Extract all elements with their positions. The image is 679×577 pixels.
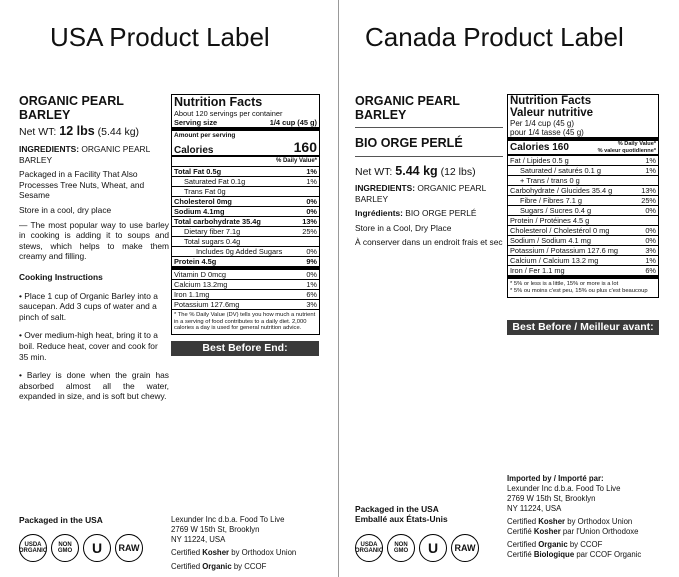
nutrition-title: Nutrition Facts — [510, 95, 592, 107]
vitamin-row: Iron 1.1mg 6% — [174, 290, 317, 299]
cooking-step: • Barley is done when the grain has absorbed almost all the water, expanded in size, and is soft but chewy. — [19, 370, 169, 402]
product-name-fr: BIO ORGE PERLÉ — [355, 136, 463, 150]
company-info: Imported by / Importé par: Lexunder Inc d.b.a. Food To Live 2769 W 15th St, Brooklyn NY 11224, USA Certified Kosher by Orthodox Union Certifié Kosher par l'Union Orthodoxe Certified Organic by CCOF Certifié Biologique par CCOF Organic — [507, 474, 642, 559]
company-info: Lexunder Inc d.b.a. Food To Live 2769 W 15th St, Brooklyn NY 11224, USA Certified Kosher by Orthodox Union Certified Organic by CCOF — [171, 515, 297, 571]
vitamin-rows — [172, 267, 319, 310]
vitamin-row: Vitamin D 0mcg 0% — [174, 270, 317, 279]
usda-organic-logo: USDA ORGANIC — [355, 534, 383, 562]
cooking-step: • Over medium-high heat, bring it to a boil. Reduce heat, cover and cook for 35 min. — [19, 330, 158, 362]
nutrient-row: Carbohydrate / Glucides 35.4 g 13% — [510, 186, 656, 195]
nutrient-row: Saturated Fat 0.1g 1% — [172, 177, 319, 187]
per-serving: Per 1/4 cup (45 g) — [510, 119, 575, 128]
amount-per-serving: Amount per serving — [174, 132, 236, 139]
nutrient-row: Potassium / Potassium 127.6 mg 3% — [510, 246, 656, 255]
product-name: ORGANIC PEARL BARLEY — [19, 94, 124, 122]
packaged-in: Packaged in the USA Emballé aux États-Unis — [355, 504, 448, 524]
nutrient-rows — [508, 156, 658, 276]
nutrient-row: Includes 0g Added Sugars 0% — [172, 247, 319, 257]
nutrient-row: Cholesterol / Cholestérol 0 mg 0% — [510, 226, 656, 235]
ingredients: INGREDIENTS: ORGANIC PEARL BARLEY — [355, 183, 486, 204]
usa-nutrition-facts — [171, 94, 320, 335]
calories-row: Calories 160 — [174, 139, 317, 156]
vitamin-row: Potassium 127.6mg 3% — [174, 300, 317, 309]
nutrient-row: Dietary fiber 7.1g 25% — [172, 227, 319, 237]
storage-note: Store in a Cool, Dry Place — [355, 222, 452, 233]
cooking-title: Cooking Instructions — [19, 271, 103, 282]
ingredients: INGREDIENTS: ORGANIC PEARL BARLEY — [19, 144, 150, 165]
nutrient-row: Protein 4.5g 9% — [174, 257, 317, 266]
non-gmo-logo: NON GMO — [387, 534, 415, 562]
nutrition-title-fr: Valeur nutritive — [510, 107, 594, 119]
nutrient-row: Cholesterol 0mg 0% — [174, 197, 317, 206]
canada-text-block — [355, 183, 505, 252]
product-name: ORGANIC PEARL BARLEY — [355, 94, 460, 122]
nutrient-row: Saturated / saturés 0.1 g 1% — [508, 166, 658, 176]
best-before-bar: Best Before / Meilleur avant: — [507, 320, 659, 335]
nutrient-row: Iron / Fer 1.1 mg 6% — [510, 266, 656, 275]
usa-label-heading: USA Product Label — [50, 22, 270, 52]
nutrient-rows — [172, 167, 319, 267]
per-serving-fr: pour 1/4 tasse (45 g) — [508, 128, 658, 141]
ingredients-fr: Ingrédients: BIO ORGE PERLÉ — [355, 208, 477, 219]
nutrient-row: Sodium / Sodium 4.1 mg 0% — [510, 236, 656, 245]
best-before-bar: Best Before End: — [171, 341, 319, 356]
nutrient-row: Fat / Lipides 0.5 g 1% — [510, 156, 656, 165]
canada-label-heading: Canada Product Label — [365, 22, 624, 52]
daily-value-header: % Daily Value* — [172, 157, 319, 167]
facility-note: Packaged in a Facility That Also Processes Tree Nuts, Wheat, and Sesame — [19, 169, 145, 201]
calories-row: Calories 160 % Daily Value* % valeur quotidienne* — [508, 141, 658, 156]
nutrition-title: Nutrition Facts — [174, 95, 263, 109]
nutrition-footnote: * 5% or less is a little, 15% or more is a lot * 5% ou moins c'est peu, 15% ou plus c'est beaucoup — [508, 276, 658, 297]
net-weight: Net WT: 12 lbs (5.44 kg) — [19, 124, 140, 138]
nutrient-row: Fibre / Fibres 7.1 g 25% — [508, 196, 658, 206]
packaged-in: Packaged in the USA — [19, 515, 103, 525]
nutrient-row: Total Fat 0.5g 1% — [174, 167, 317, 176]
certification-logos — [19, 534, 143, 562]
vitamin-row: Calcium 13.2mg 1% — [174, 280, 317, 289]
usa-text-block — [19, 144, 169, 406]
raw-logo: RAW — [115, 534, 143, 562]
nutrient-row: Sugars / Sucres 0.4 g 0% — [508, 206, 658, 216]
usa-label-panel — [0, 0, 338, 577]
nutrient-row: Protein / Protéines 4.5 g — [508, 216, 658, 226]
nutrient-row: + Trans / trans 0 g — [508, 176, 658, 186]
storage-note-fr: À conserver dans un endroit frais et sec — [355, 237, 503, 248]
servings-per-container: About 120 servings per container — [174, 109, 283, 118]
serving-size: Serving size 1/4 cup (45 g) — [172, 118, 319, 131]
rule — [355, 156, 503, 157]
nutrition-footnote: * The % Daily Value (DV) tells you how much a nutrient in a serving of food contributes to a daily diet. 2,000 calories a day is used for general nutrition advice. — [174, 312, 316, 331]
canada-label-panel — [339, 0, 679, 577]
usda-organic-logo: USDA ORGANIC — [19, 534, 47, 562]
net-weight: Net WT: 5.44 kg (12 lbs) — [355, 164, 476, 178]
nutrient-row: Total carbohydrate 35.4g 13% — [174, 217, 317, 226]
nutrient-row: Trans Fat 0g — [172, 187, 319, 197]
usage-note: — The most popular way to use barley in cooking is adding it to soups and stews, which helps to make them creamy and filling. — [19, 219, 169, 262]
nutrient-row: Calcium / Calcium 13.2 mg 1% — [510, 256, 656, 265]
rule — [355, 127, 503, 128]
cooking-step: • Place 1 cup of Organic Barley into a saucepan. Add 3 cups of water and a pinch of salt. — [19, 290, 158, 322]
raw-logo: RAW — [451, 534, 479, 562]
nutrient-row: Total sugars 0.4g — [172, 237, 319, 247]
certification-logos — [355, 534, 479, 562]
kosher-u-logo: U — [83, 534, 111, 562]
nutrient-row: Sodium 4.1mg 0% — [174, 207, 317, 216]
storage-note: Store in a cool, dry place — [19, 204, 112, 215]
canada-nutrition-facts — [507, 94, 659, 298]
non-gmo-logo: NON GMO — [51, 534, 79, 562]
kosher-u-logo: U — [419, 534, 447, 562]
